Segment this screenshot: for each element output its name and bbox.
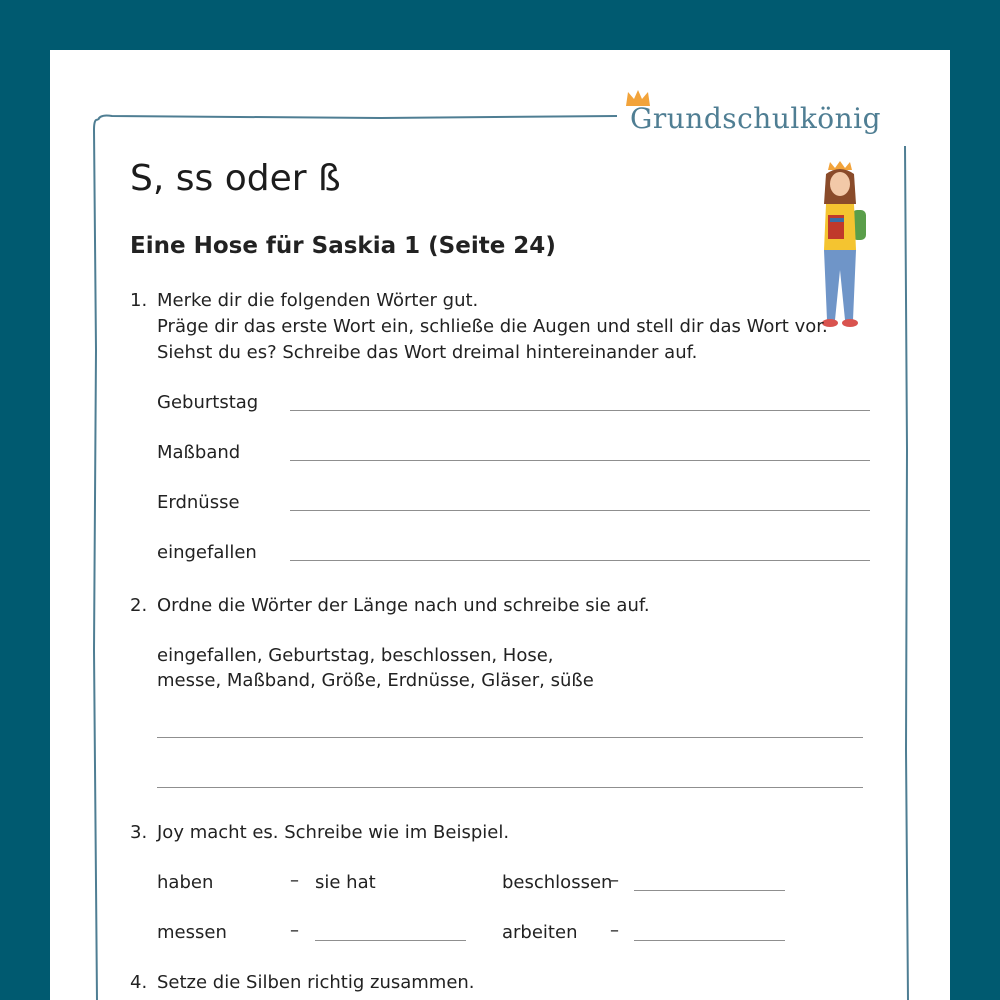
writing-line[interactable] <box>157 787 863 788</box>
task-3-instruction: Joy macht es. Schreibe wie im Beispiel. <box>157 822 510 843</box>
worksheet-subtitle: Eine Hose für Saskia 1 (Seite 24) <box>130 233 556 259</box>
verb-label: haben <box>157 872 214 893</box>
task-2-instruction: Ordne die Wörter der Länge nach und schreibe sie auf. <box>157 595 650 616</box>
task-1-instruction-line: Präge dir das erste Wort ein, schließe die Augen und stell dir das Wort vor. <box>157 316 828 337</box>
dash-separator: – <box>610 870 619 891</box>
task-1-instruction-line: Merke dir die folgenden Wörter gut. <box>157 290 479 311</box>
task-3-number: 3. <box>130 822 148 843</box>
answer-line[interactable] <box>634 890 785 891</box>
verb-label: beschlossen <box>502 872 613 893</box>
word-list-line: eingefallen, Geburtstag, beschlossen, Hose, <box>157 645 554 666</box>
writing-line[interactable] <box>290 510 870 511</box>
word-label: Erdnüsse <box>157 492 240 513</box>
writing-line[interactable] <box>290 460 870 461</box>
task-4-number: 4. <box>130 972 148 993</box>
word-label: Geburtstag <box>157 392 259 413</box>
logo-text: Grundschulkönig <box>630 102 882 135</box>
example-answer: sie hat <box>315 872 376 893</box>
answer-line[interactable] <box>315 940 466 941</box>
verb-label: arbeiten <box>502 922 578 943</box>
task-1-number: 1. <box>130 290 148 311</box>
task-4-instruction: Setze die Silben richtig zusammen. <box>157 972 475 993</box>
writing-line[interactable] <box>290 560 870 561</box>
answer-line[interactable] <box>634 940 785 941</box>
worksheet-page <box>50 50 950 1000</box>
task-1-instruction-line: Siehst du es? Schreibe das Wort dreimal hintereinander auf. <box>157 342 698 363</box>
dash-separator: – <box>610 920 619 941</box>
word-label: Maßband <box>157 442 241 463</box>
dash-separator: – <box>290 920 299 941</box>
word-label: eingefallen <box>157 542 257 563</box>
word-list-line: messe, Maßband, Größe, Erdnüsse, Gläser, süße <box>157 670 594 691</box>
worksheet-title: S, ss oder ß <box>130 158 341 199</box>
dash-separator: – <box>290 870 299 891</box>
writing-line[interactable] <box>157 737 863 738</box>
verb-label: messen <box>157 922 227 943</box>
girl-with-books-illustration <box>808 160 872 330</box>
task-2-number: 2. <box>130 595 148 616</box>
writing-line[interactable] <box>290 410 870 411</box>
